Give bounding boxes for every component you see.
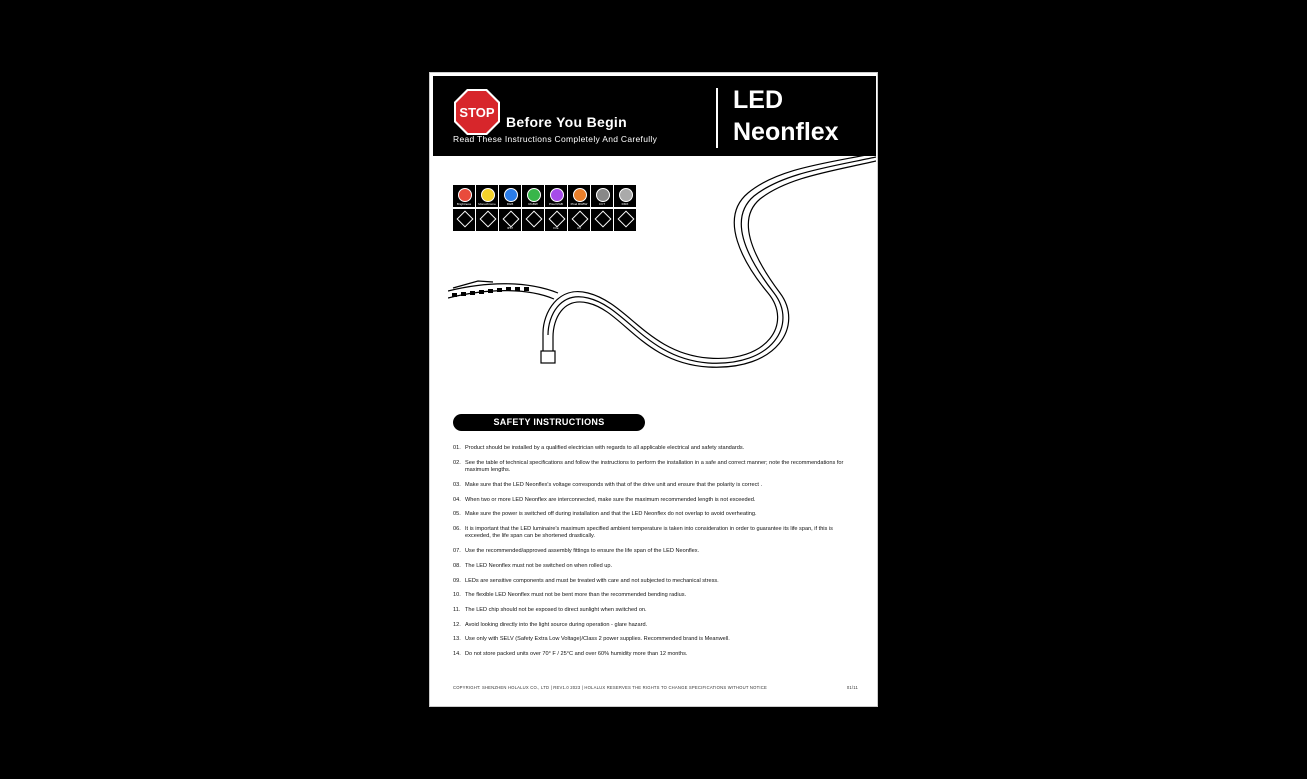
- instruction-text: Make sure that the LED Neonflex's voltage corresponds with that of the drive unit and ensure that the polarity is correct .: [465, 481, 763, 488]
- instruction-text: Do not store packed units over 70° F / 25°C and over 60% humidity more than 12 months.: [465, 650, 688, 657]
- icon-label: DMX: [621, 202, 629, 206]
- icon-label: Pixel RGBW: [570, 202, 588, 206]
- instruction-item: [453, 592, 858, 600]
- instruction-text: When two or more LED Neonflex are interconnected, make sure the maximum recommended length is not exceeded.: [465, 496, 756, 503]
- instruction-number: 04.: [453, 496, 461, 503]
- stop-text: STOP: [459, 105, 495, 120]
- instruction-text: It is important that the LED luminaire's maximum specified ambient temperature is taken into consideration in order to guarantee its life span, if this is exceeded, the life span can be shortened drastically.: [465, 525, 833, 540]
- instruction-text: Use the recommended/approved assembly fittings to ensure the life span of the LED Neonflex.: [465, 548, 700, 555]
- instruction-text: See the table of technical specifications and follow the instructions to perform the installation in a safe and correct manner; note the recommendations for maximum lengths.: [465, 459, 844, 474]
- instruction-number: 03.: [453, 481, 461, 488]
- instruction-item: [453, 460, 858, 475]
- instruction-item: [453, 607, 858, 615]
- instruction-text: Avoid looking directly into the light source during operation - glare hazard.: [465, 621, 648, 628]
- instruction-number: 01.: [453, 445, 461, 451]
- instruction-number: 05.: [453, 511, 461, 518]
- icon-label: UV: [576, 226, 582, 230]
- header-banner: [433, 76, 876, 156]
- page-number: 01/11: [846, 685, 858, 690]
- instruction-text: The flexible LED Neonflex must not be bent more than the recommended bending radius.: [465, 592, 687, 599]
- safety-instructions-title: SAFETY INSTRUCTIONS: [453, 414, 645, 431]
- icon-label: Brightness: [456, 202, 472, 206]
- instruction-item: [453, 622, 858, 630]
- instruction-item: [453, 445, 858, 453]
- icon-label: Fire: [553, 226, 559, 230]
- safety-instructions-list: [453, 445, 858, 666]
- instruction-number: 11.: [453, 606, 461, 613]
- instruction-number: 07.: [453, 548, 461, 555]
- instruction-item: [453, 526, 858, 541]
- product-title-line1: LED: [733, 86, 783, 114]
- header-divider: [716, 88, 718, 148]
- icon-label: RGB: [506, 202, 514, 206]
- icon-label: Pixel RGB: [549, 202, 563, 206]
- footer: [453, 685, 858, 690]
- before-you-begin-heading: Before You Begin: [506, 114, 627, 130]
- instruction-number: 14.: [453, 650, 461, 657]
- instruction-number: 13.: [453, 636, 461, 643]
- read-instructions-subheading: Read These Instructions Completely And Carefully: [453, 134, 658, 144]
- product-title-line2: Neonflex: [733, 118, 839, 146]
- icon-label: IP67: [506, 226, 514, 230]
- icon-label: RGBW: [528, 202, 538, 206]
- instruction-number: 06.: [453, 525, 461, 532]
- footer-copyright: COPYRIGHT: SHENZHEN HOLALUX CO., LTD | REV1.0 2023 | HOLALUX RESERVES THE RIGHTS TO CHANGE SPECIFICATIONS WITHOUT NOTICE: [453, 685, 767, 690]
- instruction-item: [453, 563, 858, 571]
- document-page: [429, 72, 878, 707]
- instruction-text: Make sure the power is switched off during installation and that the LED Neonflex do not overlap to avoid overheating.: [465, 511, 757, 518]
- instruction-text: Use only with SELV (Safety Extra Low Voltage)/Class 2 power supplies. Recommended brand is Meanwell.: [465, 636, 730, 643]
- instruction-item: [453, 578, 858, 586]
- instruction-item: [453, 482, 858, 490]
- instruction-number: 12.: [453, 621, 461, 628]
- instruction-number: 10.: [453, 592, 461, 599]
- instruction-text: The LED chip should not be exposed to direct sunlight when switched on.: [465, 606, 647, 613]
- instruction-number: 08.: [453, 562, 461, 569]
- instruction-item: [453, 497, 858, 505]
- instruction-item: [453, 651, 858, 659]
- stop-sign-icon: [453, 88, 501, 136]
- instruction-text: The LED Neonflex must not be switched on when rolled up.: [465, 562, 613, 569]
- instruction-item: [453, 511, 858, 519]
- instruction-item: [453, 548, 858, 556]
- instruction-number: 09.: [453, 577, 461, 584]
- instruction-item: [453, 636, 858, 644]
- instruction-text: LEDs are sensitive components and must be treated with care and not subjected to mechanical stress.: [465, 577, 719, 584]
- instruction-text: Product should be installed by a qualified electrician with regards to all applicable electrical and safety standards.: [465, 445, 745, 451]
- icon-label: Monochrome: [478, 202, 496, 206]
- instruction-number: 02.: [453, 459, 461, 466]
- icon-label: CCT: [598, 202, 606, 206]
- neonflex-strip-illustration: [448, 153, 876, 373]
